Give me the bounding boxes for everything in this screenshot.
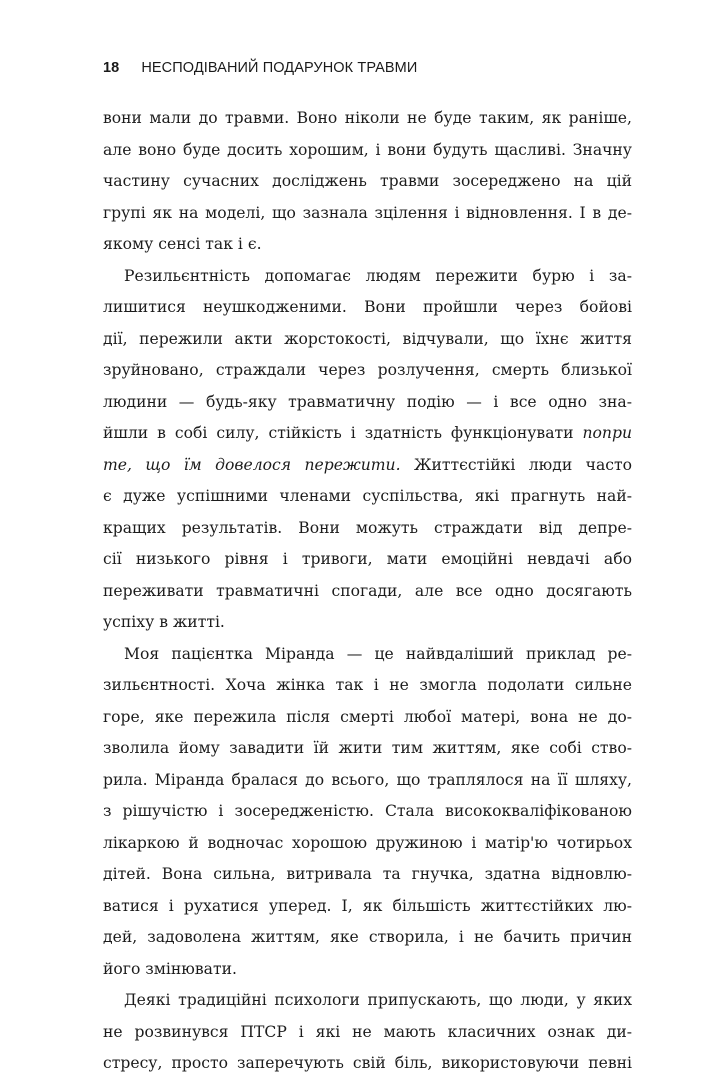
text-line: стресу, просто заперечують свій біль, використовуючи певні (103, 1054, 632, 1072)
text-line: переживати травматичні спогади, але все одно досягають (103, 581, 632, 600)
text-line: кращих результатів. Вони можуть страждати від депре- (103, 518, 632, 537)
text-line: частину сучасних досліджень травми зосереджено на цій (103, 172, 632, 190)
text-line: є дуже успішними членами суспільства, які прагнуть най- (103, 487, 632, 505)
text-line: дії, пережили акти жорстокості, відчували, що їхнє життя (103, 329, 632, 348)
text-line: людини — будь-яку травматичну подію — і все одно зна- (103, 392, 632, 411)
text-line: дей, задоволена життям, яке створила, і не бачить причин (103, 928, 632, 946)
text-line: його змінювати. (103, 959, 237, 978)
italic-fragment: попри (582, 424, 632, 442)
text-line: групі як на моделі, що зазнала зцілення і відновлення. І в де- (103, 203, 632, 222)
italic-fragment: те, що їм довелося пережити. (103, 455, 401, 474)
text-line: дітей. Вона сильна, витривала та гнучка, здатна відновлю- (103, 865, 632, 883)
text-line: сії низького рівня і тривоги, мати емоційні невдачі або (103, 550, 632, 568)
text-line: з рішучістю і зосередженістю. Стала висококваліфікованою (103, 802, 632, 820)
text-line: якому сенсі так і є. (103, 235, 262, 253)
text-line: Резильєнтність допомагає людям пережити бурю і за- (124, 266, 632, 285)
text-line: не розвинувся ПТСР і які не мають класичних ознак ди- (103, 1022, 632, 1041)
page-number: 18 (103, 60, 120, 76)
text-line: зруйновано, страждали через розлучення, смерть близької (103, 361, 632, 379)
running-header (103, 60, 417, 76)
text-fragment: Життєстійкі люди часто (413, 455, 632, 474)
running-title: НЕСПОДІВАНИЙ ПОДАРУНОК ТРАВМИ (141, 60, 418, 76)
text-line-mixed (103, 450, 632, 482)
text-line: вони мали до травми. Воно ніколи не буде таким, як раніше, (103, 109, 632, 127)
text-line: лишитися неушкодженими. Вони пройшли через бойові (103, 298, 632, 316)
text-line-mixed (103, 418, 632, 450)
text-line: лікаркою й водночас хорошою дружиною і матір'ю чотирьох (103, 833, 632, 852)
text-line: горе, яке пережила після смерті любої матері, вона не до- (103, 707, 632, 726)
text-line: ватися і рухатися уперед. І, як більшість життєстійких лю- (103, 896, 632, 915)
text-line: успіху в житті. (103, 613, 225, 631)
text-line: але воно буде досить хорошим, і вони будуть щасливі. Значну (103, 140, 632, 159)
text-fragment: йшли в собі силу, стійкість і здатність функціонувати (103, 424, 574, 442)
text-line: Деякі традиційні психологи припускають, що люди, у яких (124, 991, 632, 1009)
text-line: зильєнтності. Хоча жінка так і не змогла подолати сильне (103, 676, 632, 694)
text-line: Моя пацієнтка Міранда — це найвдаліший приклад ре- (124, 644, 632, 663)
text-line: рила. Міранда бралася до всього, що траплялося на її шляху, (103, 770, 632, 789)
body-text (103, 103, 632, 1080)
text-line: зволила йому завадити їй жити тим життям, яке собі ство- (103, 739, 632, 757)
